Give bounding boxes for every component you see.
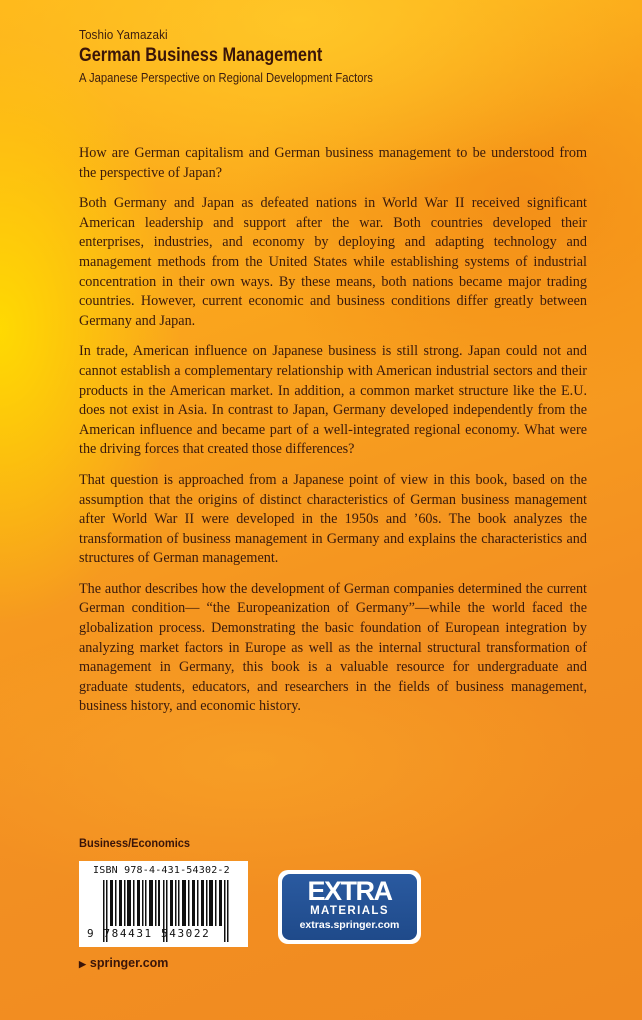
barcode-digits: 9 784431 543022 bbox=[87, 927, 211, 940]
isbn-label: ISBN 978-4-431-54302-2 bbox=[93, 865, 230, 876]
subject-category: Business/Economics bbox=[79, 836, 191, 850]
extra-materials-panel bbox=[282, 874, 417, 940]
isbn-barcode bbox=[79, 861, 248, 947]
book-header bbox=[79, 27, 406, 85]
description-paragraph: That question is approached from a Japanese point of view in this book, based on the assumption that the origins of distinct characteristics of German business management after World War II were developed in the 1950s and ’60s. The book analyzes the transformation of business management in Germany and explains the characteristics and structures of German management. bbox=[79, 471, 587, 567]
extra-url: extras.springer.com bbox=[299, 919, 400, 931]
author-name: Toshio Yamazaki bbox=[79, 27, 168, 42]
play-arrow-icon: ▶ bbox=[79, 959, 86, 969]
book-title: German Business Management bbox=[79, 45, 323, 66]
description-paragraph: In trade, American influence on Japanese business is still strong. Japan could not and cannot establish a complementary relationship with American industrial sectors and their products in the American market. In addition, a common market structure like the E.U. does not exist in Asia. In contrast to Japan, Germany developed independently from the American influence and became part of a well-integrated regional economy. What were the driving forces that created those differences? bbox=[79, 343, 587, 458]
description-paragraph: Both Germany and Japan as defeated nations in World War II received significant American leadership and support after the war. Both countries developed their enterprises, industries, and economy by deploying and adapting technology and management methods from the United States while establishing systems of industrial concentration in their own ways. By these means, both nations became major trading countries. However, current economic and business conditions differ greatly between Germany and Japan. bbox=[79, 195, 587, 329]
book-description bbox=[79, 144, 587, 728]
extra-subheading: MATERIALS bbox=[310, 905, 389, 917]
description-paragraph: The author describes how the development of German companies determined the current German condition— “the Europeanization of Germany”—while the world faced the globalization process. Demonstrating the basic foundation of European integration by analyzing market factors in Europe as well as the internal structural transformation of management in Germany, this book is a valuable resource for undergraduate and graduate students, educators, and researchers in the fields of business management, business history, and economic history. bbox=[79, 580, 587, 715]
publisher-link[interactable] bbox=[79, 956, 168, 970]
publisher-link-label: springer.com bbox=[89, 956, 169, 970]
book-subtitle: A Japanese Perspective on Regional Development Factors bbox=[79, 71, 373, 85]
extra-heading: EXTRA bbox=[307, 876, 392, 906]
extra-materials-badge[interactable] bbox=[278, 870, 421, 944]
description-paragraph: How are German capitalism and German business management to be understood from the perspective of Japan? bbox=[79, 145, 587, 181]
